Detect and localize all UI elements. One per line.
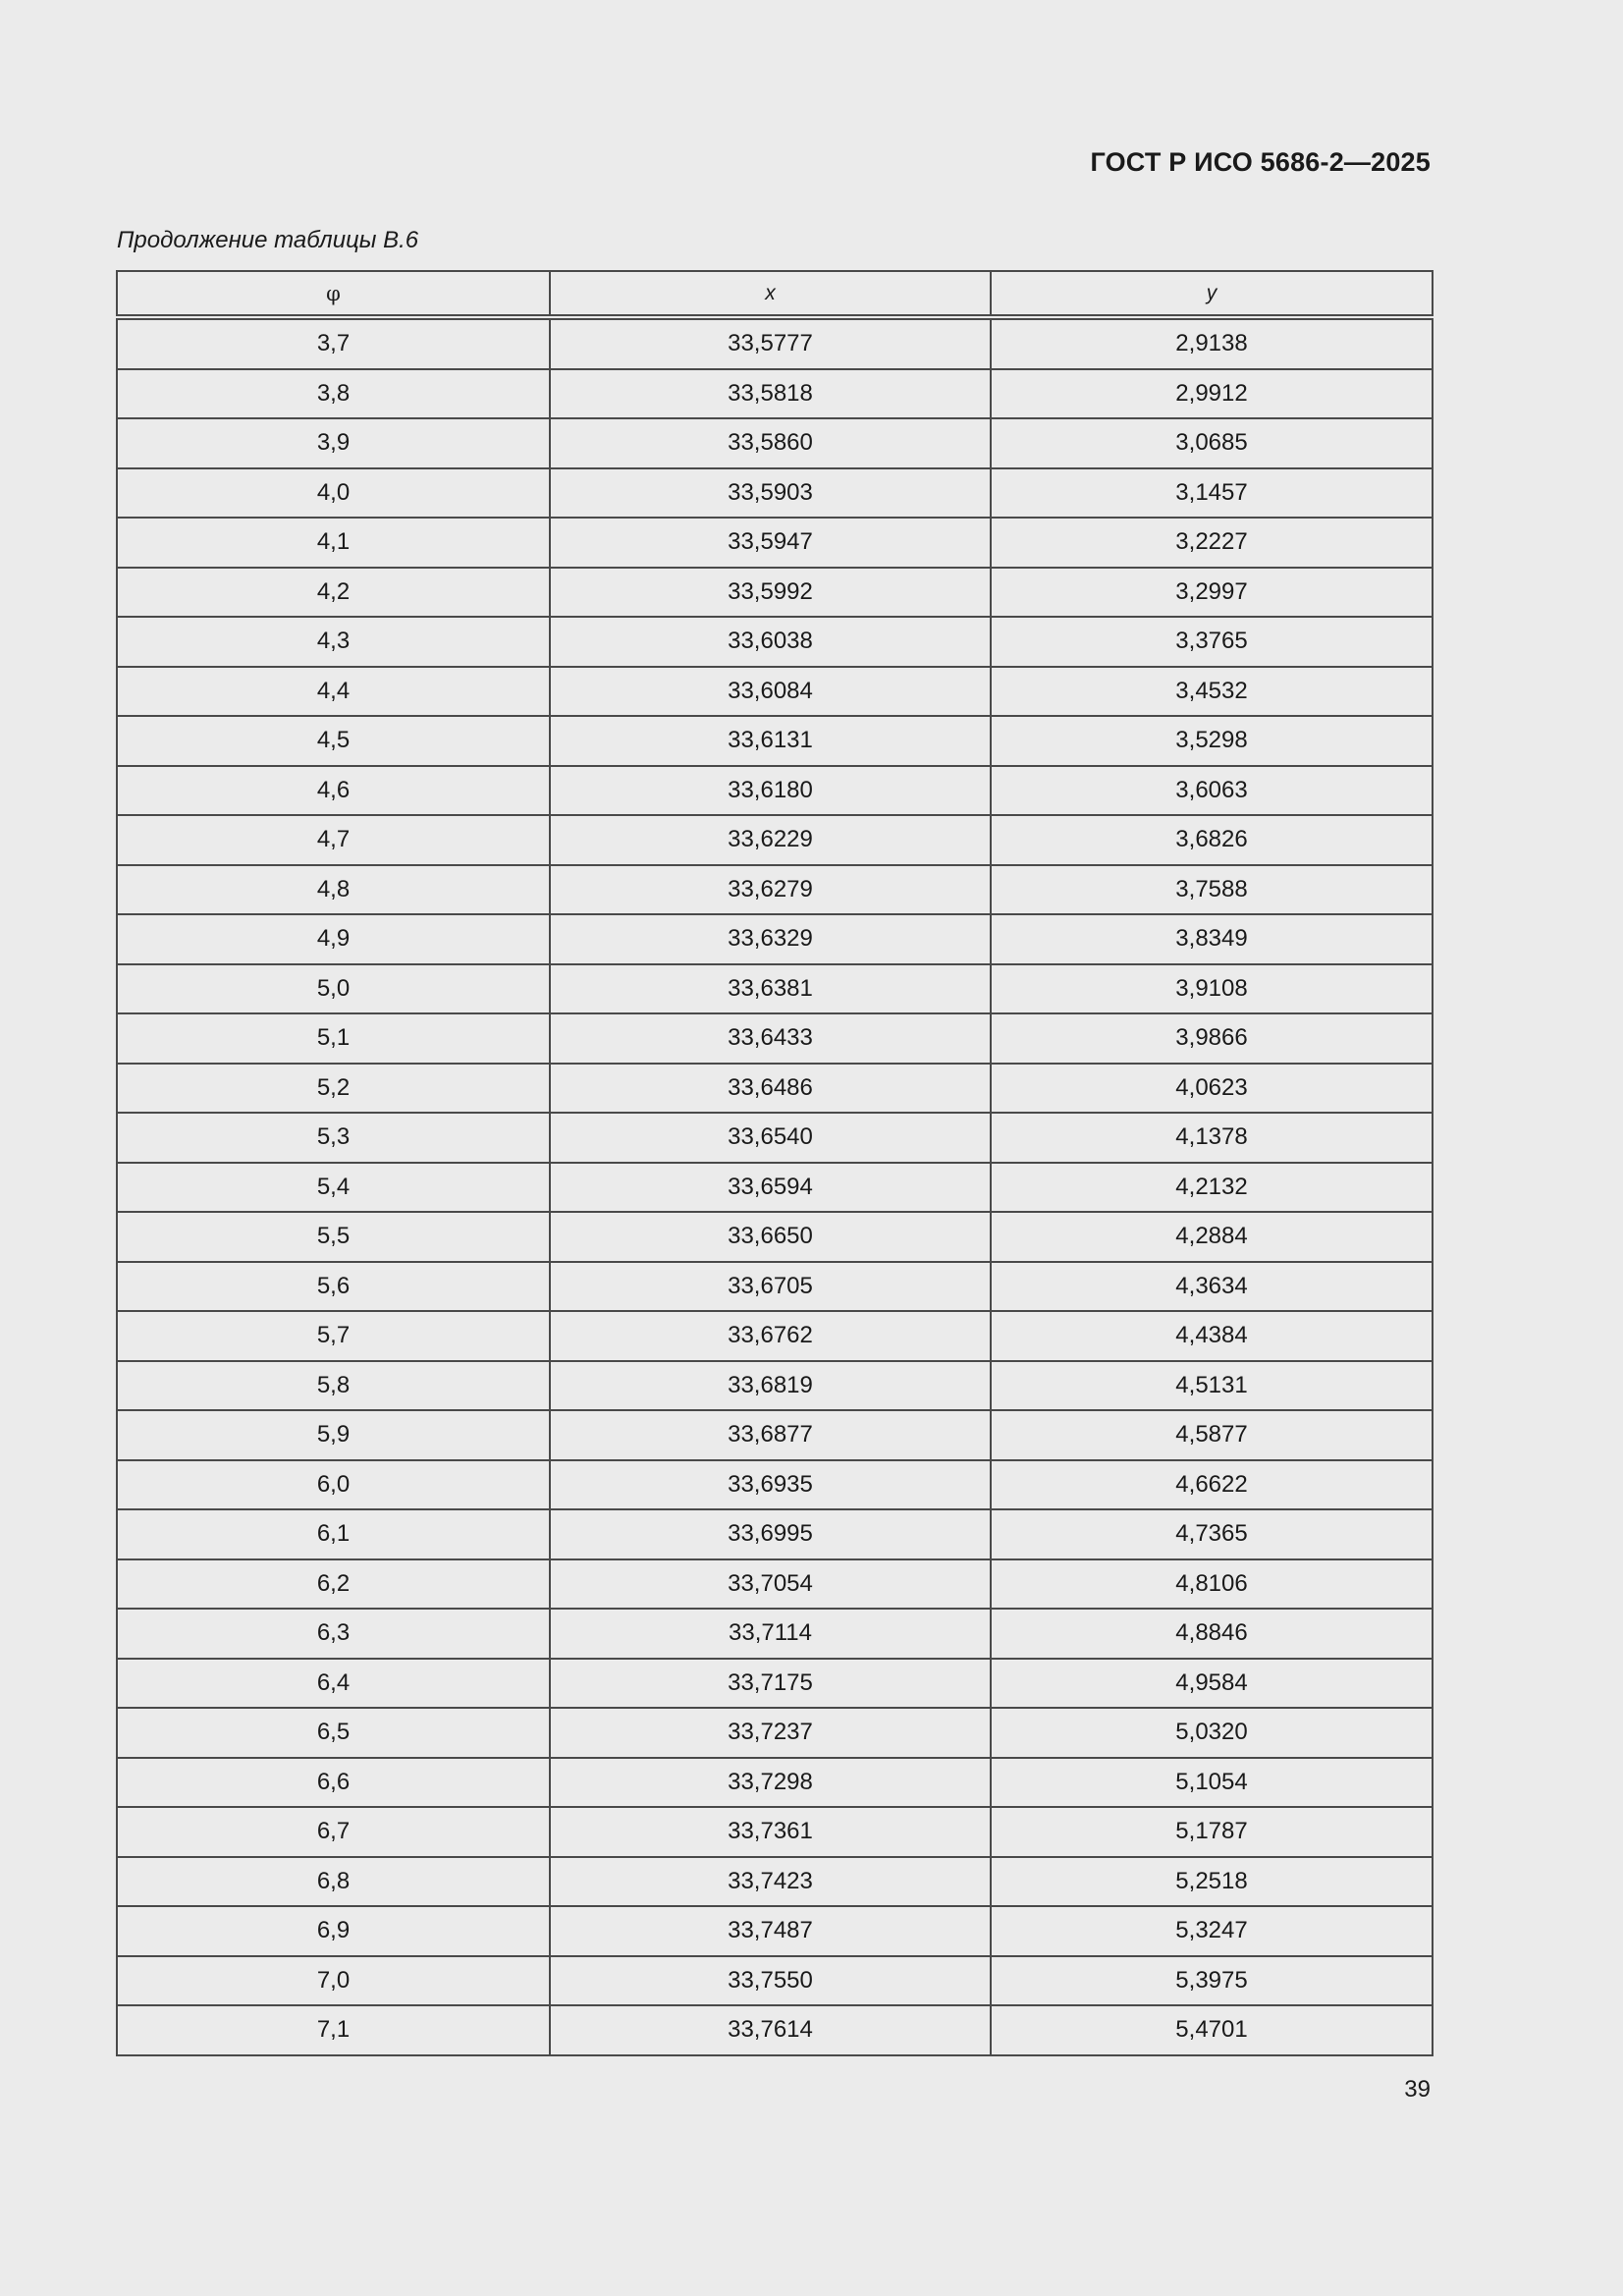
cell-x: 33,7423: [550, 1857, 991, 1907]
table-row: [117, 568, 1433, 618]
cell-phi: 5,7: [117, 1311, 550, 1361]
cell-y: 4,9584: [991, 1659, 1433, 1709]
table-row: [117, 1262, 1433, 1312]
cell-x: 33,6819: [550, 1361, 991, 1411]
cell-x: 33,6705: [550, 1262, 991, 1312]
cell-phi: 7,1: [117, 2005, 550, 2055]
cell-x: 33,7487: [550, 1906, 991, 1956]
cell-x: 33,6038: [550, 617, 991, 667]
table-row: [117, 518, 1433, 568]
cell-y: 4,2884: [991, 1212, 1433, 1262]
table-row: [117, 1163, 1433, 1213]
table-row: [117, 617, 1433, 667]
cell-y: 3,6063: [991, 766, 1433, 816]
data-table: [116, 270, 1434, 2056]
cell-y: 4,2132: [991, 1163, 1433, 1213]
cell-phi: 5,0: [117, 964, 550, 1014]
table-row: [117, 1212, 1433, 1262]
cell-x: 33,5947: [550, 518, 991, 568]
cell-phi: 6,4: [117, 1659, 550, 1709]
cell-x: 33,7237: [550, 1708, 991, 1758]
cell-phi: 3,9: [117, 418, 550, 468]
column-header-x: x: [550, 271, 991, 317]
cell-phi: 5,4: [117, 1163, 550, 1213]
cell-y: 5,3247: [991, 1906, 1433, 1956]
cell-y: 3,9866: [991, 1013, 1433, 1064]
cell-y: 4,5131: [991, 1361, 1433, 1411]
cell-phi: 5,1: [117, 1013, 550, 1064]
cell-x: 33,7361: [550, 1807, 991, 1857]
cell-phi: 5,2: [117, 1064, 550, 1114]
table-row: [117, 369, 1433, 419]
cell-phi: 5,5: [117, 1212, 550, 1262]
cell-phi: 5,3: [117, 1113, 550, 1163]
cell-phi: 4,2: [117, 568, 550, 618]
cell-x: 33,7054: [550, 1559, 991, 1610]
cell-phi: 4,4: [117, 667, 550, 717]
cell-phi: 6,8: [117, 1857, 550, 1907]
table-row: [117, 1311, 1433, 1361]
cell-x: 33,6995: [550, 1509, 991, 1559]
table-row: [117, 1509, 1433, 1559]
cell-phi: 4,1: [117, 518, 550, 568]
cell-phi: 3,8: [117, 369, 550, 419]
cell-x: 33,7114: [550, 1609, 991, 1659]
table-row: [117, 1758, 1433, 1808]
cell-phi: 4,0: [117, 468, 550, 519]
cell-y: 4,3634: [991, 1262, 1433, 1312]
document-id-header: ГОСТ Р ИСО 5686-2—2025: [1090, 147, 1431, 177]
table-row: [117, 2005, 1433, 2055]
cell-phi: 4,9: [117, 914, 550, 964]
table-row: [117, 667, 1433, 717]
cell-phi: 6,9: [117, 1906, 550, 1956]
cell-phi: 4,3: [117, 617, 550, 667]
table-row: [117, 1013, 1433, 1064]
cell-y: 3,2227: [991, 518, 1433, 568]
table-row: [117, 317, 1433, 369]
cell-phi: 4,7: [117, 815, 550, 865]
cell-y: 4,5877: [991, 1410, 1433, 1460]
data-table-container: [116, 270, 1432, 2056]
table-row: [117, 1113, 1433, 1163]
table-body: [117, 317, 1433, 2055]
cell-phi: 6,1: [117, 1509, 550, 1559]
cell-y: 3,3765: [991, 617, 1433, 667]
cell-y: 3,5298: [991, 716, 1433, 766]
table-row: [117, 1559, 1433, 1610]
cell-y: 5,4701: [991, 2005, 1433, 2055]
cell-phi: 7,0: [117, 1956, 550, 2006]
table-row: [117, 1609, 1433, 1659]
cell-y: 3,6826: [991, 815, 1433, 865]
cell-y: 4,7365: [991, 1509, 1433, 1559]
table-row: [117, 914, 1433, 964]
column-header-phi: φ: [117, 271, 550, 317]
table-row: [117, 1807, 1433, 1857]
table-row: [117, 1064, 1433, 1114]
table-row: [117, 1857, 1433, 1907]
cell-y: 5,3975: [991, 1956, 1433, 2006]
cell-phi: 6,3: [117, 1609, 550, 1659]
cell-phi: 6,5: [117, 1708, 550, 1758]
cell-x: 33,6762: [550, 1311, 991, 1361]
cell-x: 33,7614: [550, 2005, 991, 2055]
table-row: [117, 468, 1433, 519]
cell-phi: 6,6: [117, 1758, 550, 1808]
cell-y: 3,9108: [991, 964, 1433, 1014]
table-row: [117, 418, 1433, 468]
cell-y: 3,2997: [991, 568, 1433, 618]
cell-y: 4,8106: [991, 1559, 1433, 1610]
cell-x: 33,6180: [550, 766, 991, 816]
cell-phi: 5,9: [117, 1410, 550, 1460]
cell-phi: 4,8: [117, 865, 550, 915]
cell-x: 33,6486: [550, 1064, 991, 1114]
cell-y: 3,7588: [991, 865, 1433, 915]
cell-phi: 4,5: [117, 716, 550, 766]
cell-y: 5,0320: [991, 1708, 1433, 1758]
page-number: 39: [1404, 2076, 1431, 2103]
table-row: [117, 1460, 1433, 1510]
cell-x: 33,7175: [550, 1659, 991, 1709]
cell-y: 5,1787: [991, 1807, 1433, 1857]
cell-phi: 4,6: [117, 766, 550, 816]
cell-y: 2,9912: [991, 369, 1433, 419]
column-header-y: y: [991, 271, 1433, 317]
cell-x: 33,6229: [550, 815, 991, 865]
table-header-row: [117, 271, 1433, 317]
cell-y: 3,4532: [991, 667, 1433, 717]
cell-y: 4,0623: [991, 1064, 1433, 1114]
cell-y: 3,8349: [991, 914, 1433, 964]
cell-x: 33,7550: [550, 1956, 991, 2006]
cell-phi: 5,6: [117, 1262, 550, 1312]
cell-x: 33,7298: [550, 1758, 991, 1808]
cell-x: 33,5818: [550, 369, 991, 419]
table-row: [117, 815, 1433, 865]
table-row: [117, 1708, 1433, 1758]
cell-x: 33,6540: [550, 1113, 991, 1163]
cell-x: 33,6594: [550, 1163, 991, 1213]
table-caption: Продолжение таблицы В.6: [117, 227, 419, 253]
cell-phi: 5,8: [117, 1361, 550, 1411]
cell-phi: 6,0: [117, 1460, 550, 1510]
cell-x: 33,6279: [550, 865, 991, 915]
cell-y: 4,8846: [991, 1609, 1433, 1659]
table-row: [117, 1906, 1433, 1956]
cell-y: 4,6622: [991, 1460, 1433, 1510]
table-row: [117, 1956, 1433, 2006]
cell-y: 2,9138: [991, 317, 1433, 369]
cell-y: 4,4384: [991, 1311, 1433, 1361]
cell-phi: 6,7: [117, 1807, 550, 1857]
cell-phi: 6,2: [117, 1559, 550, 1610]
cell-y: 4,1378: [991, 1113, 1433, 1163]
table-header: [117, 271, 1433, 317]
cell-phi: 3,7: [117, 317, 550, 369]
table-row: [117, 865, 1433, 915]
cell-x: 33,5903: [550, 468, 991, 519]
cell-x: 33,6084: [550, 667, 991, 717]
cell-y: 3,0685: [991, 418, 1433, 468]
cell-x: 33,6131: [550, 716, 991, 766]
cell-x: 33,5777: [550, 317, 991, 369]
table-row: [117, 766, 1433, 816]
table-row: [117, 1361, 1433, 1411]
cell-y: 3,1457: [991, 468, 1433, 519]
cell-x: 33,5860: [550, 418, 991, 468]
cell-x: 33,6433: [550, 1013, 991, 1064]
cell-x: 33,6650: [550, 1212, 991, 1262]
cell-y: 5,2518: [991, 1857, 1433, 1907]
table-row: [117, 1659, 1433, 1709]
table-row: [117, 964, 1433, 1014]
cell-x: 33,6877: [550, 1410, 991, 1460]
cell-x: 33,6381: [550, 964, 991, 1014]
table-row: [117, 1410, 1433, 1460]
cell-x: 33,5992: [550, 568, 991, 618]
cell-x: 33,6935: [550, 1460, 991, 1510]
cell-x: 33,6329: [550, 914, 991, 964]
table-row: [117, 716, 1433, 766]
cell-y: 5,1054: [991, 1758, 1433, 1808]
